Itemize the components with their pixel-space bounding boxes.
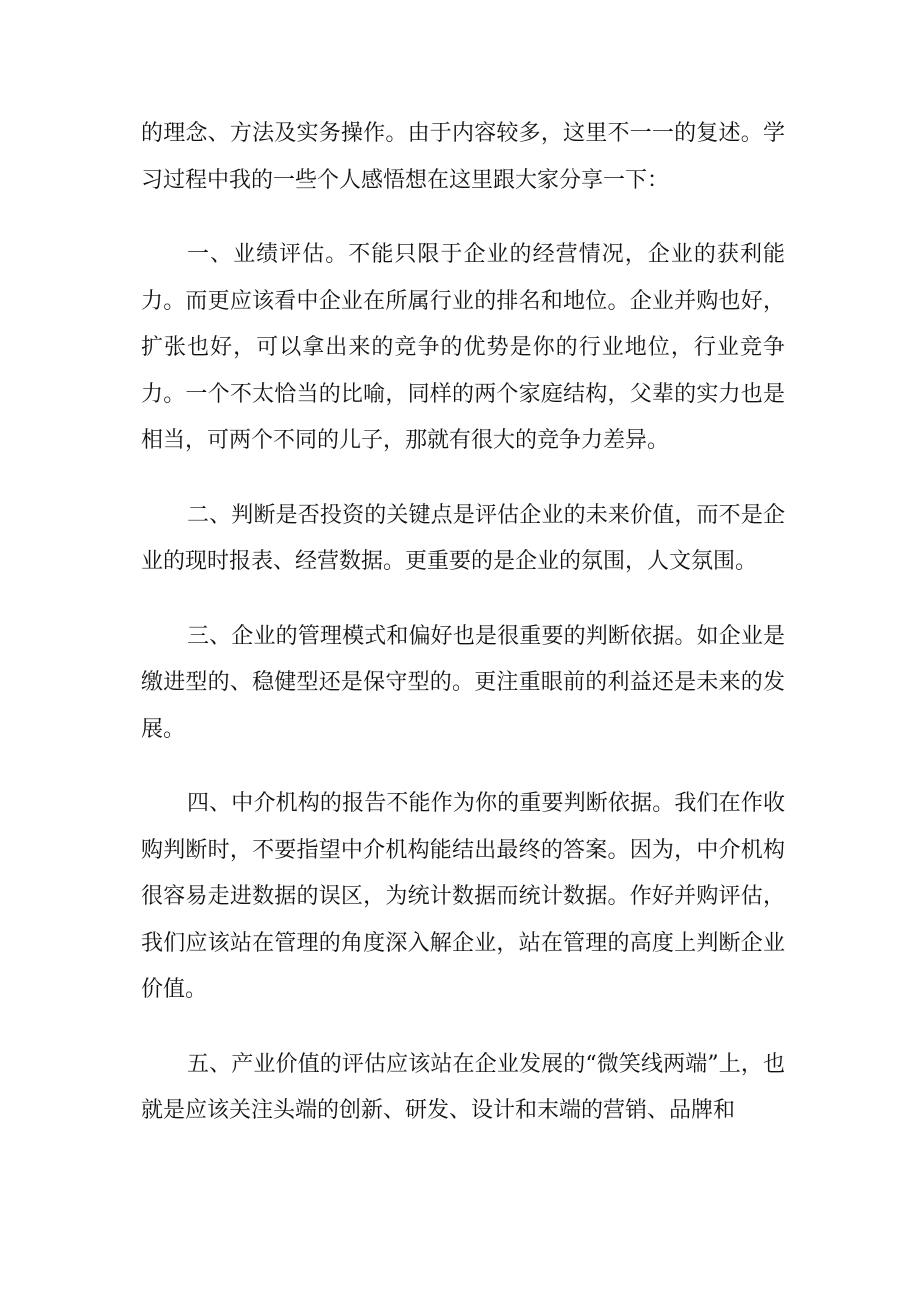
paragraph-point-5: 五、产业价值的评估应该站在企业发展的“微笑线两端”上，也就是应该关注头端的创新、研发、设计和末端的营销、品牌和 [141, 1051, 785, 1123]
paragraph-intro: 的理念、方法及实务操作。由于内容较多，这里不一一的复述。学习过程中我的一些个人感悟想在这里跟大家分享一下： [141, 121, 785, 193]
paragraph-point-2: 二、判断是否投资的关键点是评估企业的未来价值，而不是企业的现时报表、经营数据。更重要的是企业的氛围，人文氛围。 [141, 502, 785, 574]
paragraph-point-4: 四、中介机构的报告不能作为你的重要判断依据。我们在作收购判断时，不要指望中介机构能结出最终的答案。因为，中介机构很容易走进数据的误区，为统计数据而统计数据。作好并购评估，我们应该站在管理的角度深入解企业，站在管理的高度上判断企业价值。 [141, 791, 785, 1002]
paragraph-point-3: 三、企业的管理模式和偏好也是很重要的判断依据。如企业是缴进型的、稳健型还是保守型的。更注重眼前的利益还是未来的发展。 [141, 623, 785, 742]
document-body [141, 111, 785, 1135]
paragraph-point-1: 一、业绩评估。不能只限于企业的经营情况，企业的获利能力。而更应该看中企业在所属行业的排名和地位。企业并购也好，扩张也好，可以拿出来的竞争的优势是你的行业地位，行业竞争力。一个不太恰当的比喻，同样的两个家庭结构，父辈的实力也是相当，可两个不同的儿子，那就有很大的竞争力差异。 [141, 242, 785, 453]
